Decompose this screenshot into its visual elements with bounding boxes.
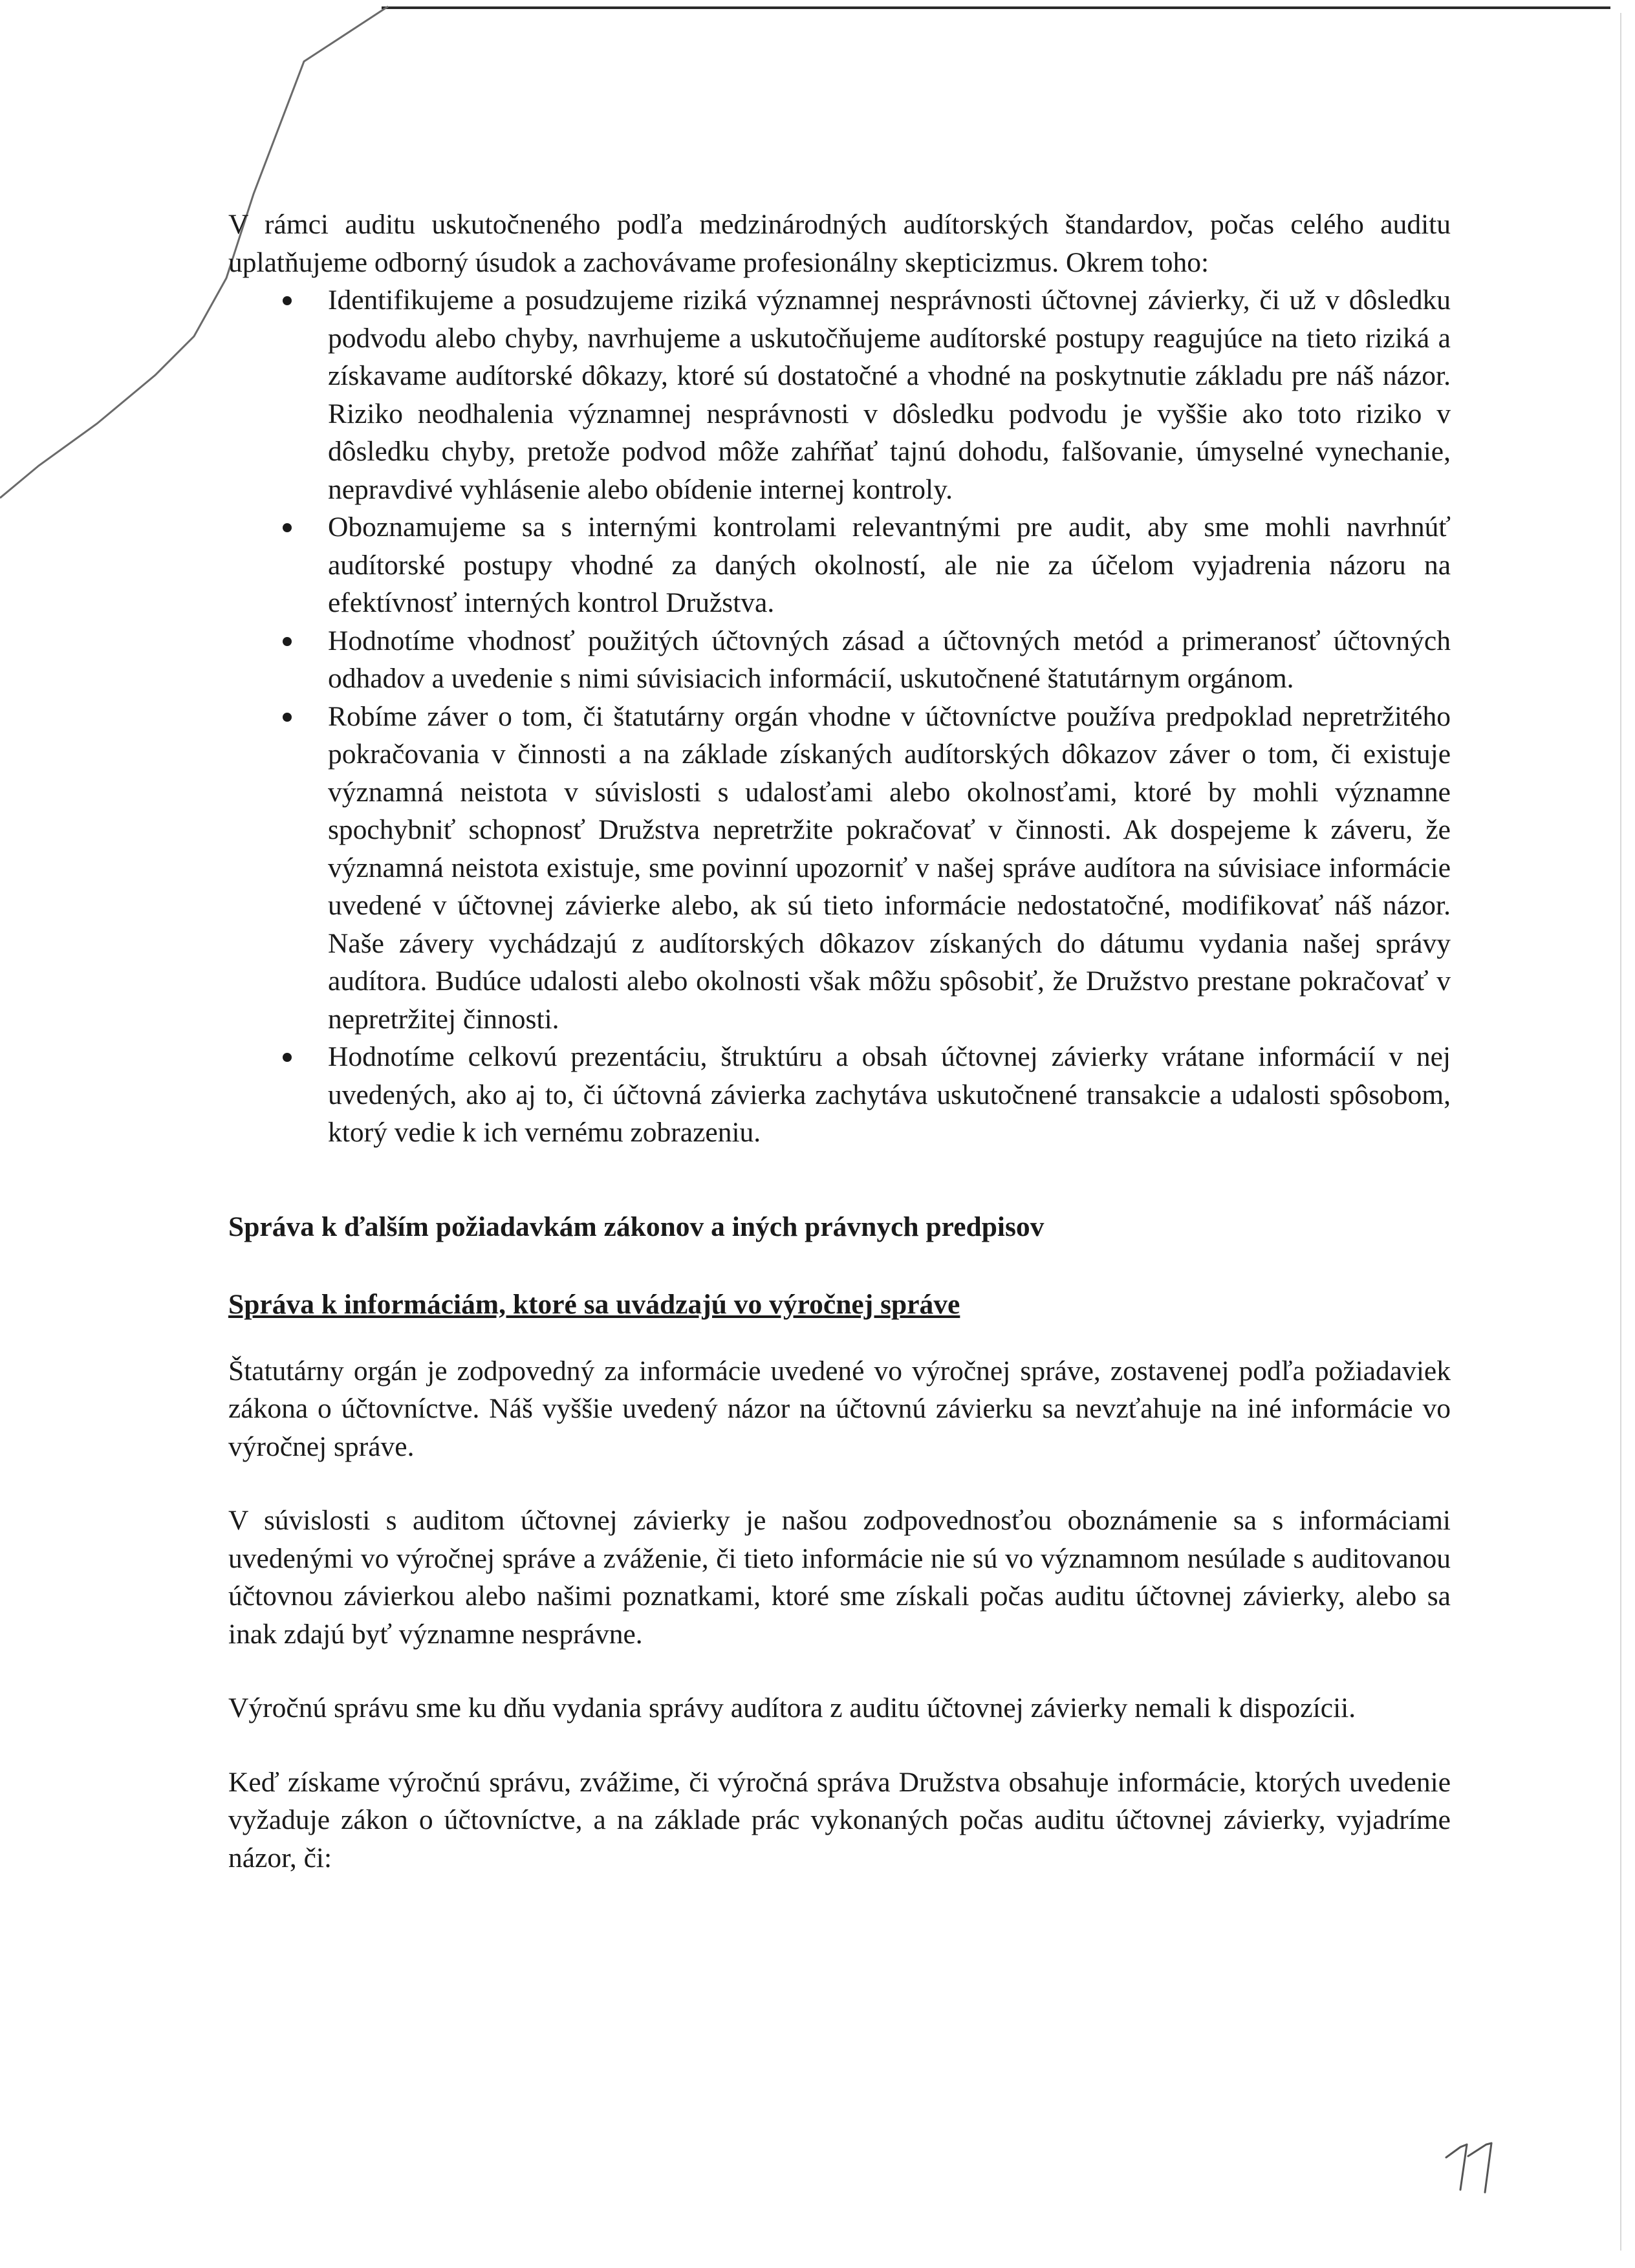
body-paragraph: Keď získame výročnú správu, zvážime, či výročná správa Družstva obsahuje informácie, ktorých uvedenie vyžaduje zákon o účtovníctve, a na základe prác vykonaných počas auditu účtovnej závierky, vyjadríme názor, či:: [228, 1766, 1451, 1874]
list-item-text: Hodnotíme vhodnosť použitých účtovných zásad a účtovných metód a primeranosť účtovných odhadov a uvedenie s nimi súvisiacich informácií, uskutočnené štatutárnym orgánom.: [328, 625, 1451, 694]
body-paragraph: V súvislosti s auditom účtovnej závierky je našou zodpovednosťou oboznámenie sa s informáciami uvedenými vo výročnej správe a zváženie, či tieto informácie nie sú vo významnom nesúlade s auditovanou účtovnou závierkou alebo našimi poznatkami, ktoré sme získali počas auditu účtovnej závierky, alebo sa inak zdajú byť významne nesprávne.: [228, 1505, 1451, 1650]
bullet-icon: [283, 637, 292, 646]
list-item-text: Identifikujeme a posudzujeme riziká významnej nesprávnosti účtovnej závierky, či už v dôsledku podvodu alebo chyby, navrhujeme a uskutočňujeme audítorské postupy reagujúce na tieto riziká a získavame audítorské dôkazy, ktoré sú dostatočné a vhodné na poskytnutie základu pre náš názor. Riziko neodhalenia významnej nesprávnosti v dôsledku podvodu je vyššie ako toto riziko v dôsledku chyby, pretože podvod môže zahŕňať tajnú dohodu, falšovanie, úmyselné vynechanie, nepravdivé vyhlásenie alebo obídenie internej kontroly.: [328, 285, 1451, 505]
list-item-text: Hodnotíme celkovú prezentáciu, štruktúru a obsah účtovnej závierky vrátane informácií v nej uvedených, ako aj to, či účtovná závierka zachytáva uskutočnené transakcie a udalosti spôsobom, ktorý vedie k ich vernému zobrazeniu.: [328, 1041, 1451, 1148]
scan-edge-top: [382, 6, 1610, 9]
list-item-text: Robíme záver o tom, či štatutárny orgán vhodne v účtovníctve používa predpoklad nepretržitého pokračovania v činnosti a na základe získaných audítorských dôkazov záver o tom, či existuje významná neistota v súvislosti s udalosťami alebo okolnosťami, ktoré by mohli významne spochybniť schopnosť Družstva nepretržite pokračovať v činnosti. Ak dospejeme k záveru, že významná neistota existuje, sme povinní upozorniť v našej správe audítora na súvisiace informácie uvedené v účtovnej závierke alebo, ak sú tieto informácie nedostatočné, modifikovať náš názor. Naše závery vychádzajú z audítorských dôkazov získaných do dátumu vydania našej správy audítora. Budúce udalosti alebo okolnosti však môžu spôsobiť, že Družstvo prestane pokračovať v nepretržitej činnosti.: [328, 700, 1451, 1035]
document-body: [228, 206, 1451, 1913]
intro-paragraph: V rámci auditu uskutočneného podľa medzinárodných audítorských štandardov, počas celého auditu uplatňujeme odborný úsudok a zachovávame profesionálny skepticizmus. Okrem toho:: [228, 209, 1451, 278]
list-item: [228, 508, 1451, 622]
body-paragraph: Štatutárny orgán je zodpovedný za informácie uvedené vo výročnej správe, zostavenej podľa požiadaviek zákona o účtovníctve. Náš vyššie uvedený názor na účtovnú závierku sa nevzťahuje na iné informácie vo výročnej správe.: [228, 1355, 1451, 1462]
handwritten-page-number: [1441, 2138, 1512, 2196]
bullet-icon: [283, 1053, 292, 1062]
section-heading: Správa k ďalším požiadavkám zákonov a iných právnych predpisov: [228, 1211, 1045, 1242]
subsection-heading: Správa k informáciám, ktoré sa uvádzajú vo výročnej správe: [228, 1289, 960, 1320]
list-item: [228, 281, 1451, 508]
audit-procedures-list: [228, 281, 1451, 1152]
list-item-text: Oboznamujeme sa s internými kontrolami relevantnými pre audit, aby sme mohli navrhnúť audítorské postupy vhodné za daných okolností, ale nie za účelom vyjadrenia názoru na efektívnosť interných kontrol Družstva.: [328, 512, 1451, 618]
bullet-icon: [283, 523, 292, 532]
list-item: [228, 622, 1451, 698]
bullet-icon: [283, 713, 292, 722]
bullet-icon: [283, 296, 292, 305]
list-item: [228, 1038, 1451, 1152]
body-paragraph: Výročnú správu sme ku dňu vydania správy audítora z auditu účtovnej závierky nemali k dispozícii.: [228, 1692, 1356, 1723]
list-item: [228, 698, 1451, 1039]
scan-edge-right: [1620, 13, 1621, 2251]
